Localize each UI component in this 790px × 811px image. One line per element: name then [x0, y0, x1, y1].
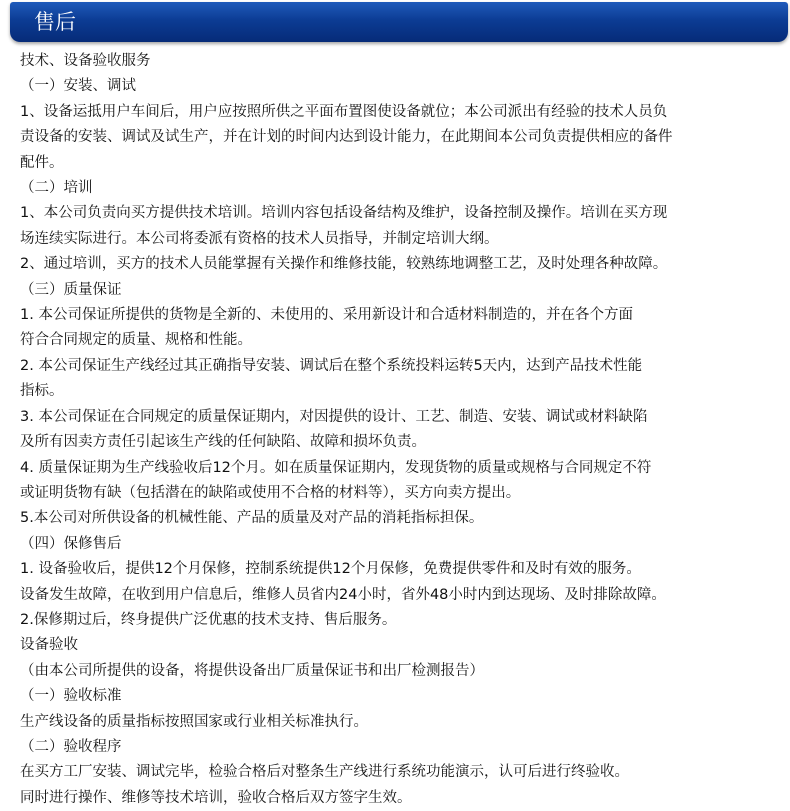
text-line: 1、本公司负责向买方提供技术培训。培训内容包括设备结构及维护，设备控制及操作。培训在买方现 [20, 205, 668, 222]
text-line: 4. 质量保证期为生产线验收后12个月。如在质量保证期内，发现货物的质量或规格与合同规定不符 [20, 459, 652, 476]
text-line: 2. 本公司保证生产线经过其正确指导安装、调试后在整个系统投料运转5天内，达到产品技术性能 [20, 357, 643, 374]
text-line: 或证明货物有缺（包括潜在的缺陷或使用不合格的材料等），买方向卖方提出。 [20, 484, 521, 501]
text-line: 技术、设备验收服务 [20, 53, 151, 69]
text-line: 在买方工厂安装、调试完毕，检验合格后对整条生产线进行系统功能演示，认可后进行终验收。 [20, 764, 629, 781]
text-line: （三）质量保证 [20, 281, 122, 298]
text-line: 场连续实际进行。本公司将委派有资格的技术人员指导，并制定培训大纲。 [20, 230, 499, 247]
text-line: （一）验收标准 [20, 688, 122, 705]
text-line: 指标。 [20, 383, 64, 400]
section-title: 售后 [34, 10, 76, 34]
text-line: 及所有因卖方责任引起该生产线的任何缺陷、故障和损坏负责。 [20, 434, 426, 451]
text-line: （二）培训 [20, 180, 93, 197]
section-header-bar [10, 2, 788, 42]
text-line: 1、设备运抵用户车间后，用户应按照所供之平面布置图使设备就位；本公司派出有经验的技术人员负 [20, 103, 668, 120]
text-line: 设备发生故障，在收到用户信息后，维修人员省内24小时，省外48小时内到达现场、及时排除故障。 [20, 586, 666, 603]
text-line: 同时进行操作、维修等技术培训，验收合格后双方签字生效。 [20, 789, 412, 806]
document-body [20, 49, 782, 811]
text-line: 1. 本公司保证所提供的货物是全新的、未使用的、采用新设计和合适材料制造的，并在各个方面 [20, 307, 633, 324]
text-line: 生产线设备的质量指标按照国家或行业相关标准执行。 [20, 713, 368, 730]
text-line: （四）保修售后 [20, 535, 122, 552]
text-line: 5.本公司对所供设备的机械性能、产品的质量及对产品的消耗指标担保。 [20, 510, 484, 527]
text-line: 3. 本公司保证在合同规定的质量保证期内，对因提供的设计、工艺、制造、安装、调试或材料缺陷 [20, 408, 648, 425]
text-line: 责设备的安装、调试及试生产，并在计划的时间内达到设计能力，在此期间本公司负责提供相应的备件 [20, 129, 673, 146]
text-line: （二）验收程序 [20, 738, 122, 755]
text-line: 2、通过培训，买方的技术人员能掌握有关操作和维修技能，较熟练地调整工艺，及时处理各种故障。 [20, 256, 668, 273]
text-line: （由本公司所提供的设备，将提供设备出厂质量保证书和出厂检测报告） [20, 662, 484, 679]
text-line: （一）安装、调试 [20, 78, 136, 95]
text-line: 符合合同规定的质量、规格和性能。 [20, 332, 252, 349]
text-line: 2.保修期过后，终身提供广泛优惠的技术支持、售后服务。 [20, 611, 397, 628]
text-line: 1. 设备验收后，提供12个月保修，控制系统提供12个月保修，免费提供零件和及时有效的服务。 [20, 561, 641, 578]
text-line: 配件。 [20, 154, 64, 171]
text-line: 设备验收 [20, 637, 78, 654]
